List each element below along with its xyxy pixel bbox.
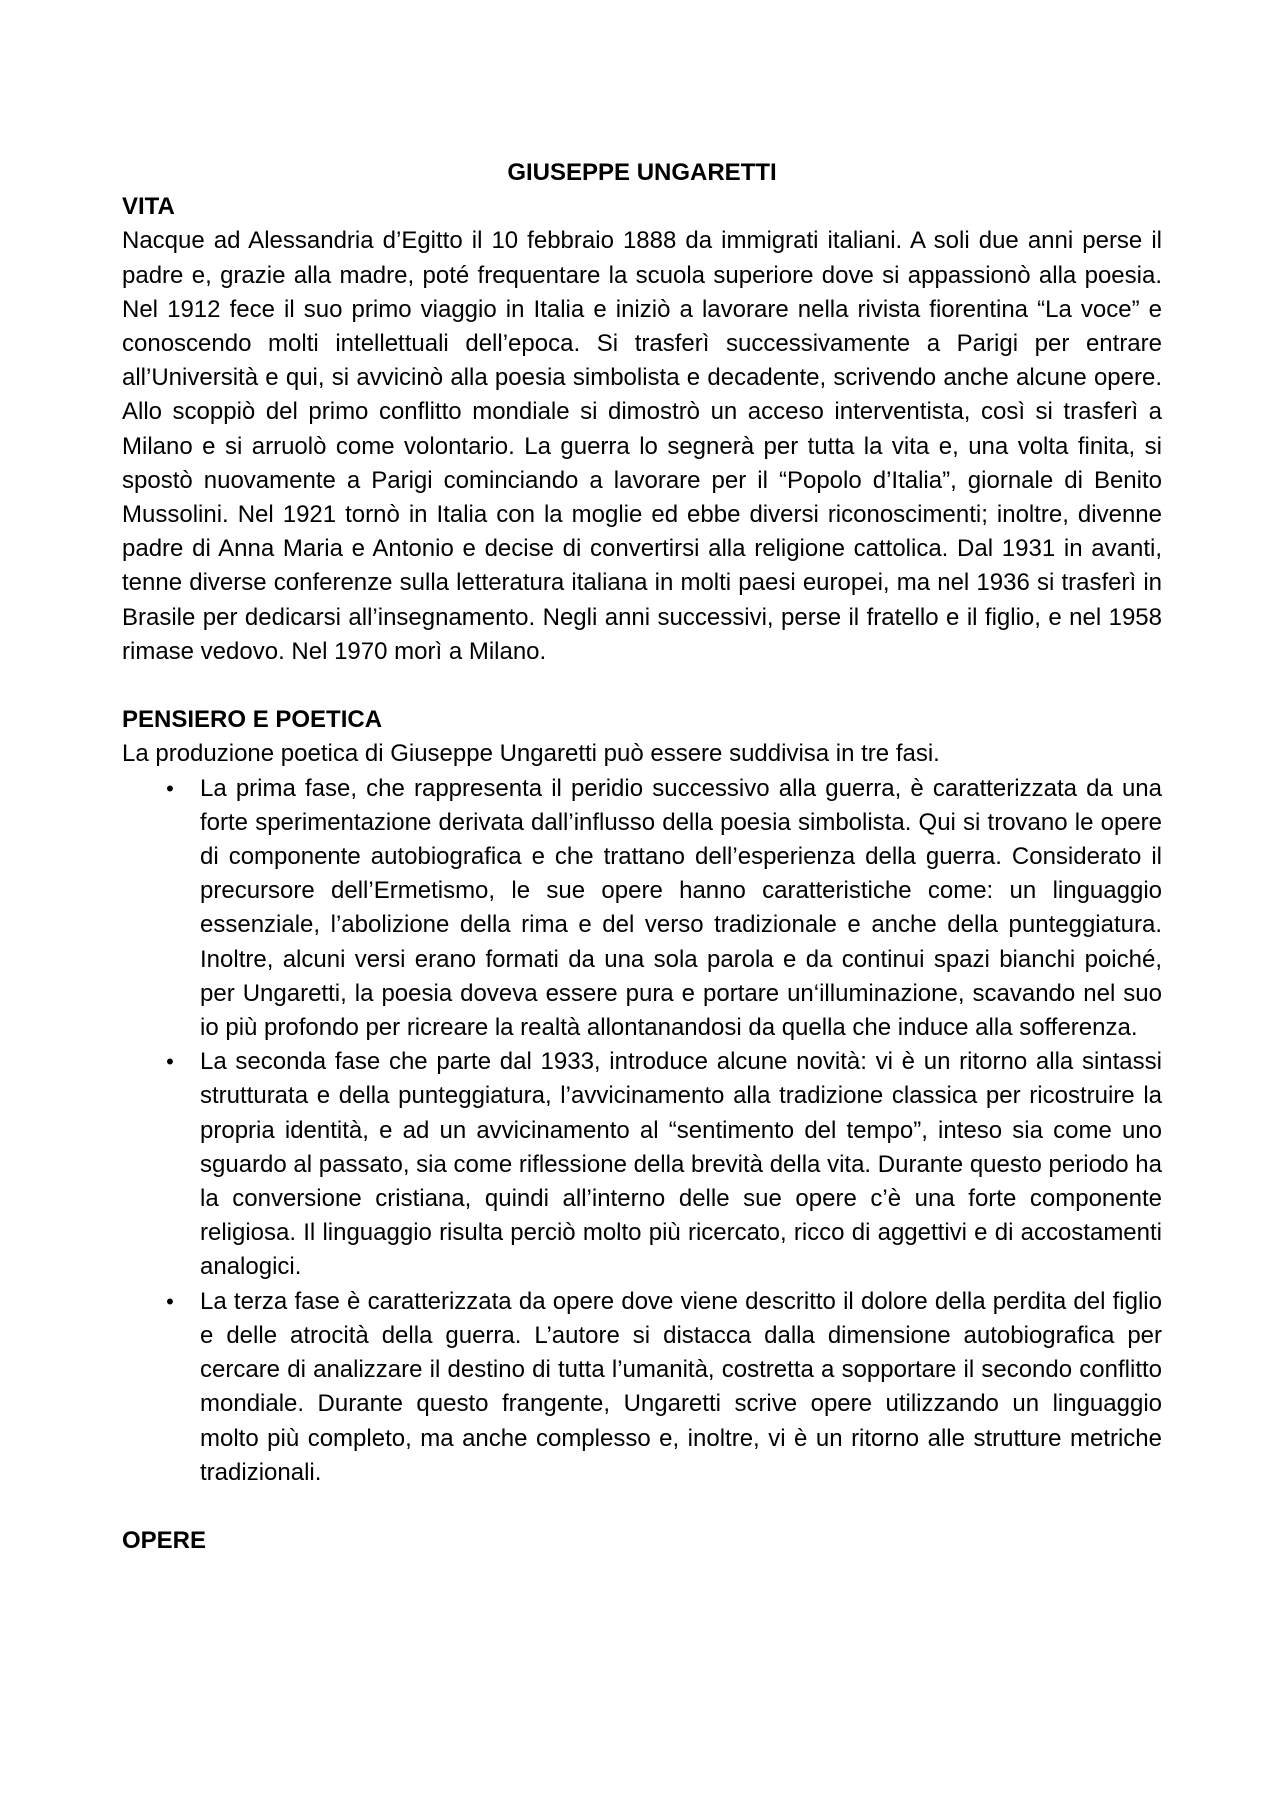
section-heading-opere: OPERE [122, 1527, 207, 1555]
bullet-icon: • [166, 1049, 174, 1075]
section-heading-pensiero: PENSIERO E POETICA [122, 706, 383, 734]
list-item-text: La prima fase, che rappresenta il peridio successivo alla guerra, è caratterizzata da una forte sperimentazione derivata dall’influsso della poesia simbolista. Qui si trovano le opere di componente autobiografica e che trattano dell’esperienza della guerra. Considerato il precursore dell’Ermetismo, le sue opere hanno caratteristiche come: un linguaggio essenziale, l’abolizione della rima e del verso tradizionale e anche della punteggiatura. Inoltre, alcuni versi erano formati da una sola parola e da continui spazi bianchi poiché, per Ungaretti, la poesia doveva essere pura e portare un‘illuminazione, scavando nel suo io più profondo per ricreare la realtà allontanandosi da quella che induce alla sofferenza. [200, 774, 1162, 1042]
list-item-text: La seconda fase che parte dal 1933, introduce alcune novità: vi è un ritorno alla sintassi strutturata e della punteggiatura, l’avvicinamento alla tradizione classica per ricostruire la propria identità, e ad un avvicinamento al “sentimento del tempo”, inteso sia come uno sguardo al passato, sia come riflessione della brevità della vita. Durante questo periodo ha la conversione cristiana, quindi all’interno delle sue opere c’è una forte componente religiosa. Il linguaggio risulta perciò molto più ricercato, ricco di aggettivi e di accostamenti analogici. [200, 1048, 1162, 1281]
vita-paragraph: Nacque ad Alessandria d’Egitto il 10 febbraio 1888 da immigrati italiani. A soli due anni perse il padre e, grazie alla madre, poté frequentare la scuola superiore dove si appassionò alla poesia. Nel 1912 fece il suo primo viaggio in Italia e iniziò a lavorare nella rivista fiorentina “La voce” e conoscendo molti intellettuali dell’epoca. Si trasferì successivamente a Parigi per entrare all’Università e qui, si avvicinò alla poesia simbolista e decadente, scrivendo anche alcune opere. Allo scoppiò del primo conflitto mondiale si dimostrò un acceso interventista, così si trasferì a Milano e si arruolò come volontario. La guerra lo segnerà per tutta la vita e, una volta finita, si spostò nuovamente a Parigi cominciando a lavorare per il “Popolo d’Italia”, giornale di Benito Mussolini. Nel 1921 tornò in Italia con la moglie ed ebbe diversi riconoscimenti; inoltre, divenne padre di Anna Maria e Antonio e decise di convertirsi alla religione cattolica. Dal 1931 in avanti, tenne diverse conferenze sulla letteratura italiana in molti paesi europei, ma nel 1936 si trasferì in Brasile per dedicarsi all’insegnamento. Negli anni successivi, perse il fratello e il figlio, e nel 1958 rimase vedovo. Nel 1970 morì a Milano. [122, 227, 1162, 665]
paragraph-spacer [122, 1490, 1162, 1524]
phases-list [122, 772, 1162, 1490]
list-item [122, 772, 1162, 1046]
list-item [122, 1285, 1162, 1490]
list-item-text: La terza fase è caratterizzata da opere dove viene descritto il dolore della perdita del figlio e delle atrocità della guerra. L’autore si distacca dalla dimensione autobiografica per cercare di analizzare il destino di tutta l’umanità, costretta a sopportare il secondo conflitto mondiale. Durante questo frangente, Ungaretti scrive opere utilizzando un linguaggio molto più completo, ma anche complesso e, inoltre, vi è un ritorno alle strutture metriche tradizionali. [200, 1287, 1162, 1486]
document-title: GIUSEPPE UNGARETTI [507, 159, 777, 186]
pensiero-intro: La produzione poetica di Giuseppe Ungaretti può essere suddivisa in tre fasi. [122, 740, 940, 768]
bullet-icon: • [166, 1288, 174, 1314]
document-page [122, 156, 1162, 1558]
bullet-icon: • [166, 775, 174, 801]
list-item [122, 1045, 1162, 1284]
section-heading-vita: VITA [122, 193, 175, 221]
paragraph-spacer [122, 669, 1162, 703]
